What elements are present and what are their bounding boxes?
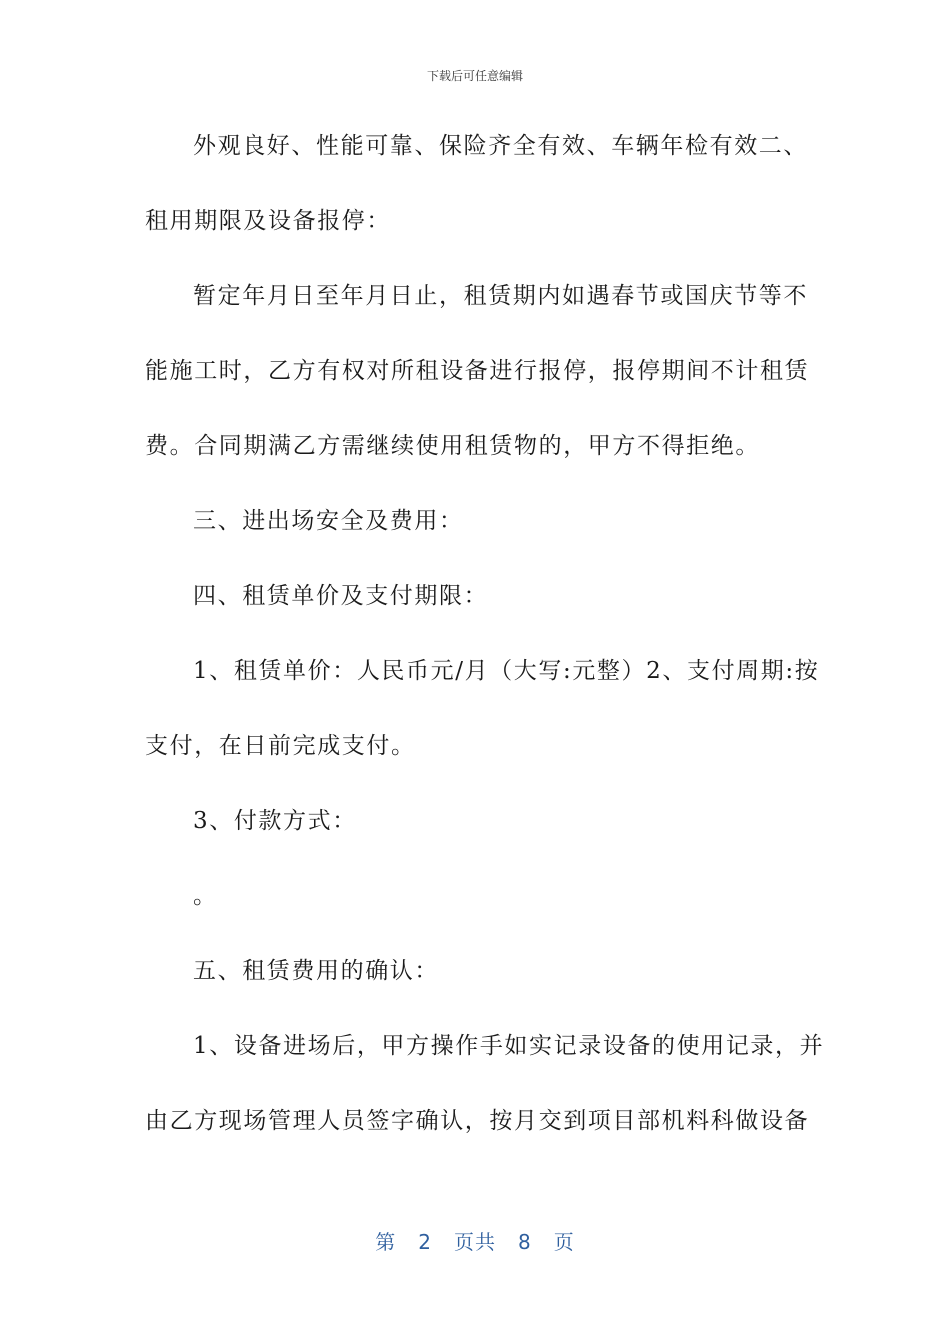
paragraph-line: 能施工时，乙方有权对所租设备进行报停，报停期间不计租赁 <box>145 358 810 384</box>
page-header-note: 下载后可任意编辑 <box>426 69 523 83</box>
section-heading: 三、进出场安全及费用： <box>193 508 464 534</box>
section-heading: 五、租赁费用的确认： <box>193 958 439 984</box>
page-label: 第 <box>375 1230 397 1254</box>
page-of-label: 页共 <box>454 1230 496 1254</box>
paragraph-line: 3、付款方式： <box>193 808 357 834</box>
paragraph-line: 暂定年月日至年月日止，租赁期内如遇春节或国庆节等不 <box>193 283 808 309</box>
paragraph-line: 1、设备进场后，甲方操作手如实记录设备的使用记录，并 <box>193 1033 825 1059</box>
section-heading: 四、租赁单价及支付期限： <box>193 583 489 609</box>
paragraph-line: 。 <box>193 883 218 909</box>
paragraph-line: 租用期限及设备报停： <box>145 208 391 234</box>
paragraph-line: 1、租赁单价：人民币元/月（大写:元整）2、支付周期:按 <box>193 658 820 684</box>
total-pages-number: 8 <box>518 1230 532 1254</box>
current-page-number: 2 <box>418 1230 432 1254</box>
paragraph-line: 支付，在日前完成支付。 <box>145 733 416 759</box>
paragraph-line: 外观良好、性能可靠、保险齐全有效、车辆年检有效二、 <box>193 133 808 159</box>
page-number-footer <box>0 1226 950 1255</box>
page-end-label: 页 <box>553 1230 575 1254</box>
paragraph-line: 由乙方现场管理人员签字确认，按月交到项目部机料科做设备 <box>145 1108 810 1134</box>
paragraph-line: 费。合同期满乙方需继续使用租赁物的，甲方不得拒绝。 <box>145 433 760 459</box>
